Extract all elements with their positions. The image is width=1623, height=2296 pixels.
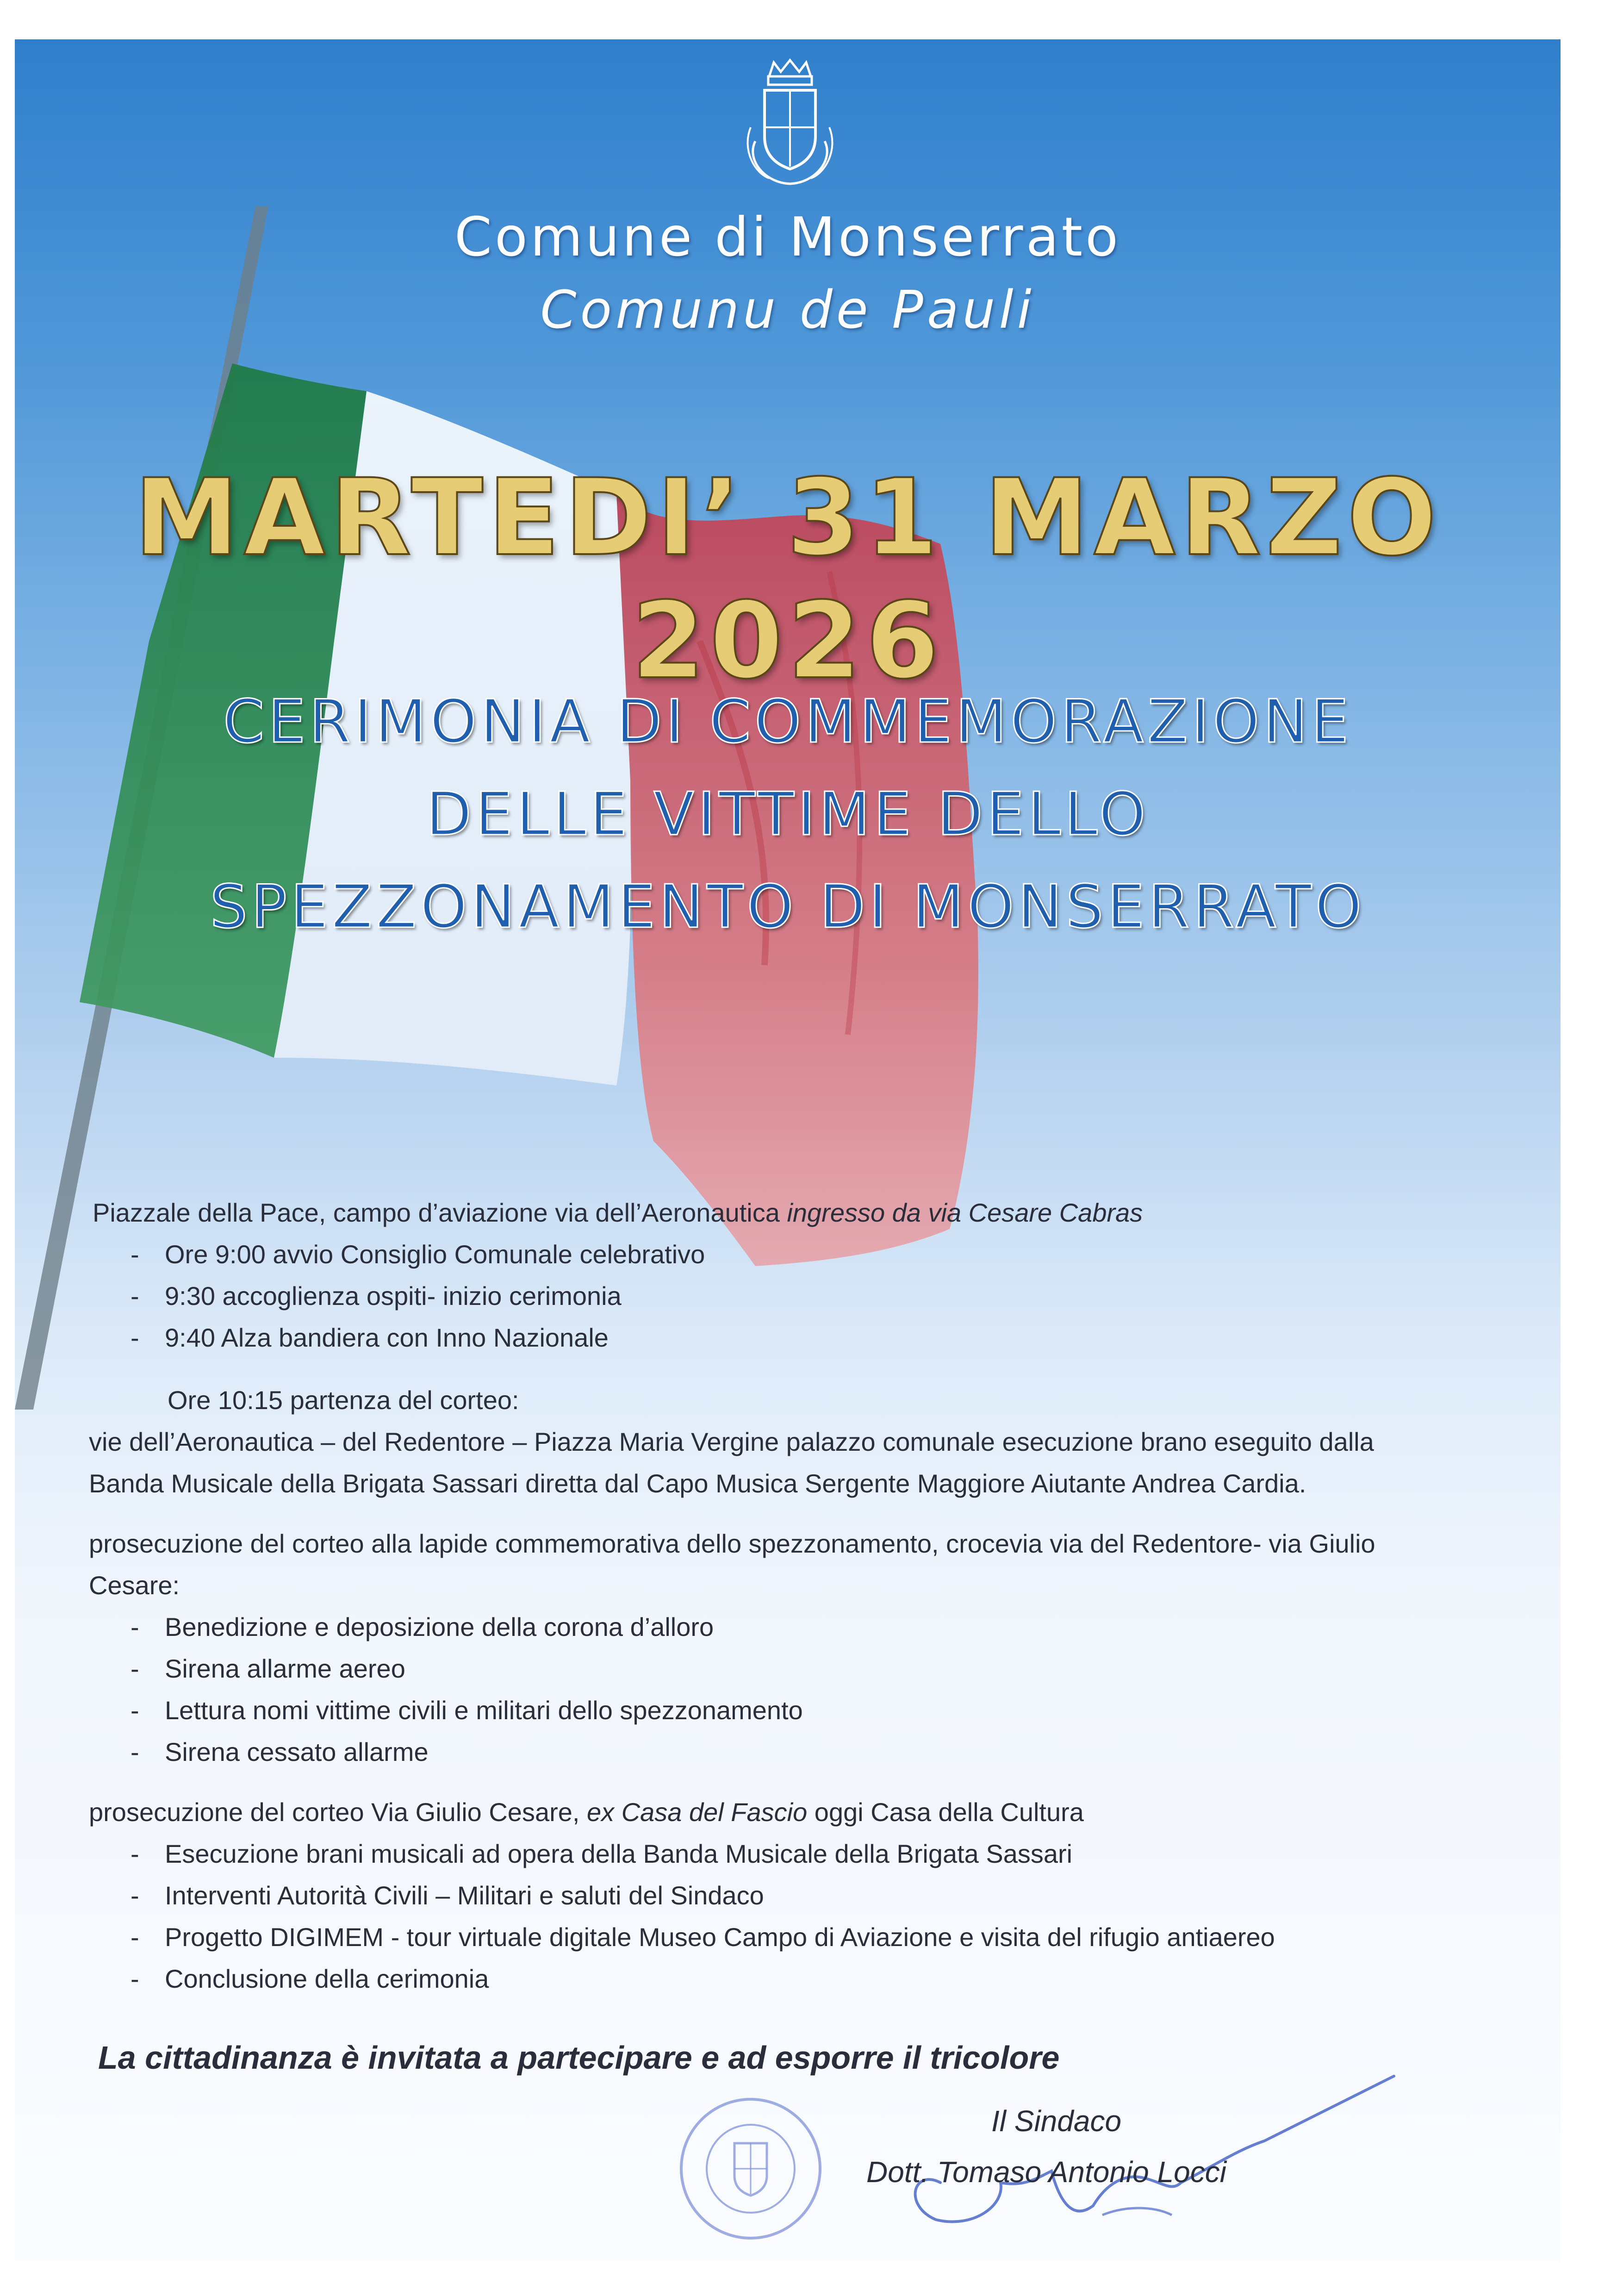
poster bbox=[15, 39, 1561, 2261]
corteo-start: Ore 10:15 partenza del corteo: bbox=[168, 1385, 519, 1415]
venue-place: Piazzale della Pace, campo d’aviazione via dell’Aeronautica bbox=[93, 1198, 780, 1227]
lapide-section bbox=[89, 1523, 1524, 1773]
venue-access: ingresso da via Cesare Cabras bbox=[787, 1198, 1143, 1227]
list-item: - Conclusione della cerimonia bbox=[131, 1958, 1524, 2000]
venue-section bbox=[89, 1192, 1524, 1359]
list-item: - Progetto DIGIMEM - tour virtuale digitale Museo Campo di Aviazione e visita del rifugio antiaereo bbox=[131, 1916, 1524, 1958]
list-item: - 9:40 Alza bandiera con Inno Nazionale bbox=[131, 1317, 1524, 1359]
corteo-route-line-1: vie dell’Aeronautica – del Redentore – Piazza Maria Vergine palazzo comunale esecuzione brano eseguito dalla bbox=[89, 1427, 1374, 1456]
signature-name: Dott. Tomaso Antonio Locci bbox=[866, 2155, 1226, 2189]
lapide-intro-line-1: prosecuzione del corteo alla lapide commemorativa dello spezzonamento, crocevia via del Redentore- via Giulio bbox=[89, 1529, 1375, 1558]
ceremony-title-line-2: DELLE VITTIME DELLO bbox=[426, 780, 1150, 849]
casa-intro-prefix: prosecuzione del corteo Via Giulio Cesare, bbox=[89, 1797, 580, 1827]
list-item: - Lettura nomi vittime civili e militari dello spezzonamento bbox=[131, 1690, 1524, 1731]
casa-intro-suffix: oggi Casa della Cultura bbox=[814, 1797, 1084, 1827]
coat-of-arms-icon bbox=[737, 58, 843, 192]
lapide-list bbox=[89, 1606, 1524, 1773]
comune-name: Comune di Monserrato bbox=[454, 206, 1121, 268]
casa-cultura-section bbox=[89, 1791, 1524, 2000]
ceremony-title-line-3: SPEZZONAMENTO DI MONSERRATO bbox=[210, 873, 1366, 942]
event-date: MARTEDI’ 31 MARZO 2026 bbox=[134, 456, 1442, 702]
list-item: - Interventi Autorità Civili – Militari e saluti del Sindaco bbox=[131, 1875, 1524, 1916]
signature-title: Il Sindaco bbox=[991, 2104, 1122, 2138]
invitation-text: La cittadinanza è invitata a partecipare e ad esporre il tricolore bbox=[98, 2040, 1060, 2076]
casa-intro bbox=[89, 1791, 1524, 1833]
municipal-stamp bbox=[677, 2095, 825, 2243]
corteo-route-line-2: Banda Musicale della Brigata Sassari diretta dal Capo Musica Sergente Maggiore Aiutante Andrea Cardia. bbox=[89, 1469, 1306, 1498]
lapide-intro-line-2: Cesare: bbox=[89, 1571, 180, 1600]
corteo-section bbox=[89, 1379, 1524, 1504]
list-item: - Esecuzione brani musicali ad opera della Banda Musicale della Brigata Sassari bbox=[131, 1833, 1524, 1875]
comune-sardo-name: Comunu de Pauli bbox=[540, 280, 1035, 340]
schedule-list bbox=[89, 1234, 1524, 1359]
casa-intro-italic: ex Casa del Fascio bbox=[587, 1797, 808, 1827]
list-item: - Ore 9:00 avvio Consiglio Comunale celebrativo bbox=[131, 1234, 1524, 1275]
list-item: - Sirena cessato allarme bbox=[131, 1731, 1524, 1773]
venue-line bbox=[89, 1192, 1524, 1234]
list-item: - Benedizione e deposizione della corona d’alloro bbox=[131, 1606, 1524, 1648]
list-item: - 9:30 accoglienza ospiti- inizio cerimonia bbox=[131, 1275, 1524, 1317]
casa-list bbox=[89, 1833, 1524, 2000]
list-item: - Sirena allarme aereo bbox=[131, 1648, 1524, 1690]
ceremony-title-line-1: CERIMONIA DI COMMEMORAZIONE bbox=[223, 687, 1353, 756]
